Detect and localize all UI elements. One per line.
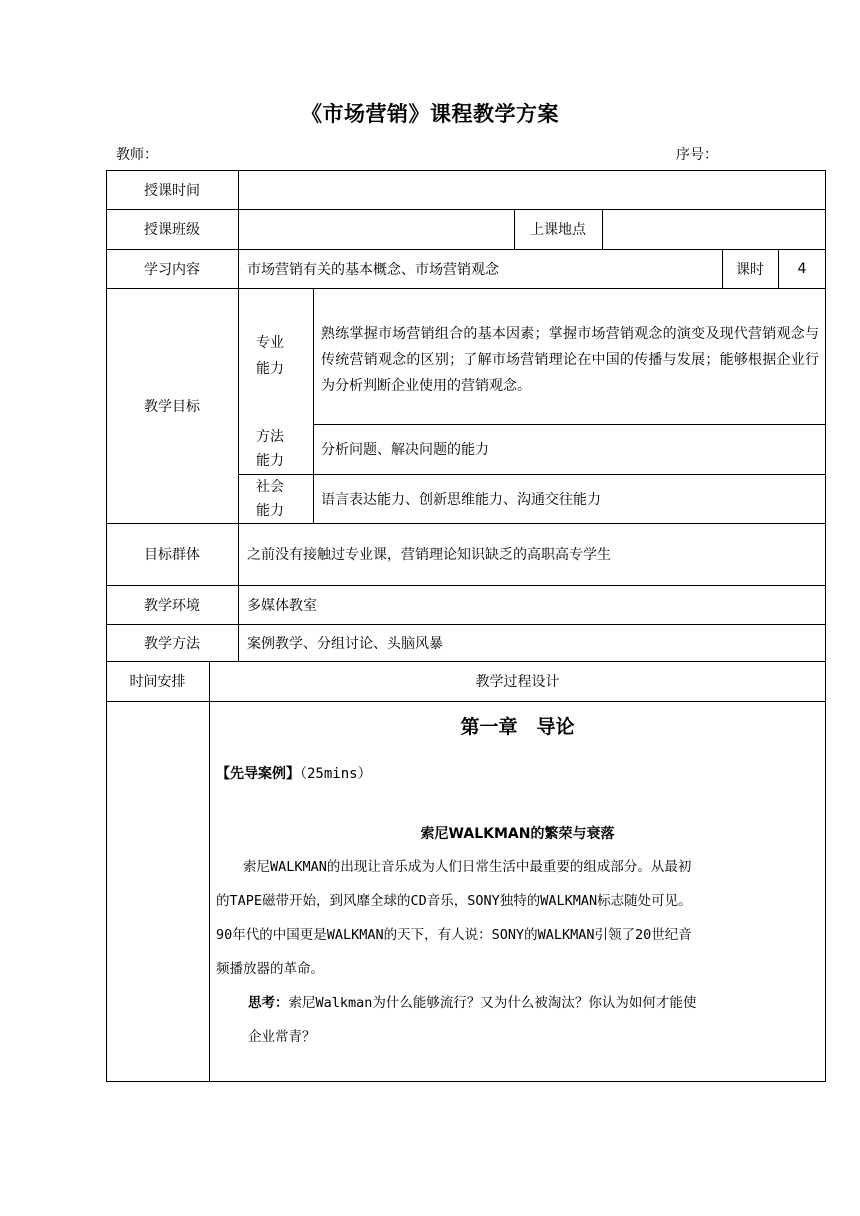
case-body: [216, 850, 822, 1054]
serial-label: 序号：: [676, 147, 718, 163]
lead-case-label: 【先导案例】: [216, 766, 300, 782]
design-label: 教学过程设计: [475, 674, 560, 690]
row-divider: [106, 701, 826, 702]
think-text: 索尼Walkman为什么能够流行？又为什么被淘汰？你认为如何才能使: [288, 995, 697, 1011]
hours-value: 4: [797, 260, 807, 277]
schedule-label: 时间安排: [129, 674, 186, 690]
goals-label: 教学目标: [144, 398, 200, 415]
env-value: 多媒体教室: [247, 597, 317, 614]
goal-text-social: 语言表达能力、创新思维能力、沟通交往能力: [321, 491, 601, 508]
case-line: 频播放器的革命。: [216, 961, 324, 977]
method-label: 教学方法: [144, 635, 200, 652]
goal-label-social: 社会能力: [256, 478, 284, 519]
goal-label-method: 方法能力: [256, 429, 284, 469]
lead-case-time: （25mins）: [300, 766, 372, 782]
location-label: 上课地点: [530, 222, 586, 238]
case-line: 的TAPE磁带开始，到风靡全球的CD音乐，SONY独特的WALKMAN标志随处可见。: [216, 893, 692, 909]
method-value: 案例教学、分组讨论、头脑风暴: [247, 635, 443, 652]
think-line-2: 企业常青？: [248, 1029, 316, 1045]
content-value: 市场营销有关的基本概念、市场营销观念: [247, 261, 499, 278]
env-label: 教学环境: [144, 597, 200, 614]
audience-value: 之前没有接触过专业课，营销理论知识缺乏的高职高专学生: [247, 547, 611, 563]
hours-label: 课时: [736, 261, 764, 278]
case-title: 索尼WALKMAN的繁荣与衰落: [420, 826, 615, 842]
class-value: [246, 209, 506, 249]
time-value: [246, 170, 816, 209]
page-title: 《市场营销》课程教学方案: [301, 102, 559, 126]
col-divider: [238, 170, 239, 661]
location-value: [610, 209, 820, 249]
case-line: 索尼WALKMAN的出现让音乐成为人们日常生活中最重要的组成部分。从最初: [216, 859, 692, 875]
goal-text-method: 分析问题、解决问题的能力: [321, 442, 489, 458]
time-label: 授课时间: [144, 182, 200, 199]
teacher-label: 教师：: [116, 147, 158, 163]
audience-label: 目标群体: [144, 547, 200, 563]
col-divider: [602, 209, 603, 249]
think-line: [216, 986, 822, 1020]
goal-text-professional: 熟练掌握市场营销组合的基本因素；掌握市场营销观念的演变及现代营销观念与传统营销观念的区别；了解市场营销理论在中国的传播与发展；能够根据企业行为分析判断企业使用的营销观念。: [321, 326, 819, 394]
content-label: 学习内容: [144, 261, 200, 278]
chapter-title: 第一章 导论: [460, 715, 575, 738]
goal-label-professional: 专业能力: [256, 335, 284, 377]
think-label: 思考：: [248, 995, 289, 1011]
class-label: 授课班级: [144, 222, 200, 238]
case-line: 90年代的中国更是WALKMAN的天下，有人说：SONY的WALKMAN引领了20世纪音: [216, 927, 692, 943]
col-divider: [313, 288, 314, 523]
lead-case: [216, 763, 372, 783]
